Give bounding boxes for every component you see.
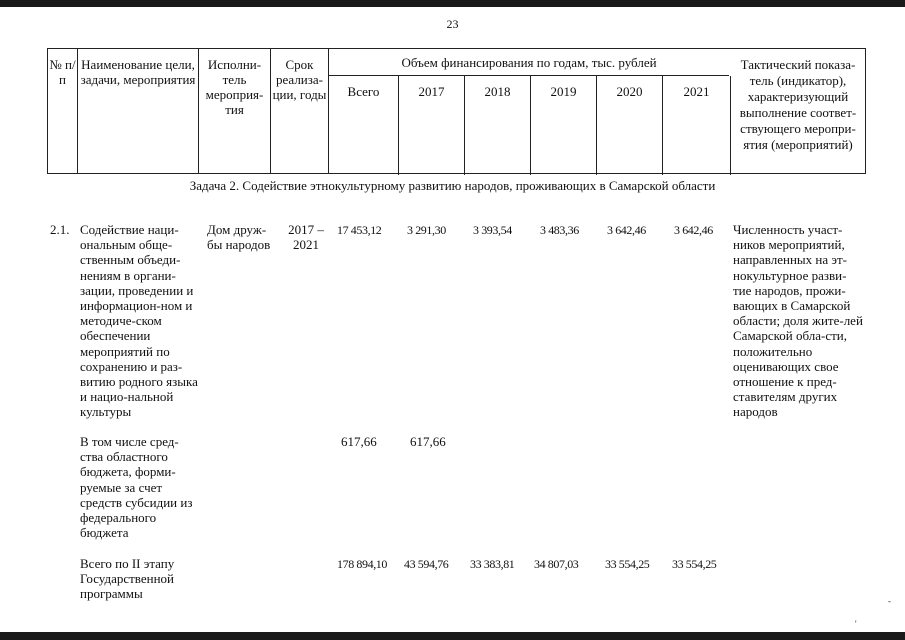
header-year-2018: 2018	[465, 76, 531, 175]
header-year-2017: 2017	[399, 76, 465, 175]
header-name-label: Наименование цели, задачи, мероприятия	[80, 57, 196, 87]
row1-2019: 3 483,36	[540, 223, 579, 237]
scan-speck: -	[888, 596, 891, 606]
row3-2017: 43 594,76	[404, 557, 449, 571]
header-term	[271, 49, 329, 173]
row1-executor: Дом друж-бы народов	[207, 222, 271, 253]
row3-2021: 33 554,25	[672, 557, 717, 571]
header-name	[78, 49, 199, 173]
row2-total: 617,66	[341, 434, 377, 449]
task-title: Задача 2. Содействие этнокультурному развитию народов, проживающих в Самарской области	[189, 178, 716, 193]
row1-name: Содействие наци-ональным обще-ственным объеди-нениям в органи-зации, проведении и информацион-ном и методиче-ском обеспечении мероприятий по сохранению и раз-витию родного языка и нацио-нальной культуры	[80, 222, 198, 420]
row1-term: 2017 – 2021	[288, 222, 324, 253]
page-number: 23	[446, 17, 459, 31]
scan-speck: '	[855, 619, 857, 629]
row1-2020: 3 642,46	[607, 223, 646, 237]
row2-2017: 617,66	[410, 434, 446, 449]
header-no-label: № п/п	[49, 57, 76, 87]
funding-title: Объем финансирования по годам, тыс. рублей	[329, 49, 729, 76]
header-year-2019: 2019	[531, 76, 597, 175]
header-term-label: Срок реализа-ции, годы	[272, 57, 327, 102]
top-border	[0, 0, 905, 7]
row1-2018: 3 393,54	[473, 223, 512, 237]
header-year-2020: 2020	[597, 76, 663, 175]
row1-2017: 3 291,30	[407, 223, 446, 237]
header-executor-label: Исполни-тель мероприя-тия	[205, 57, 264, 117]
header-year-2021: 2021	[663, 76, 731, 175]
row2-name: В том числе сред-ства областного бюджета, форми-руемые за счет средств субсидии из федерального бюджета	[80, 434, 193, 541]
bottom-border	[0, 632, 905, 640]
row1-2021: 3 642,46	[674, 223, 713, 237]
header-indicator: Тактический показа-тель (индикатор), характеризующий выполнение соответ-ствующего меропри-ятия (мероприятий)	[739, 57, 857, 152]
header-no	[48, 49, 78, 173]
header-executor	[199, 49, 271, 173]
row1-indicator: Численность участ-ников мероприятий, направленных на эт-нокультурное разви-тие народов, прожи-вающих в Самарской области; доля жите-лей Самарской обла-сти, положительно оценивающих свое отношение к пред-ставителям других народов	[733, 222, 863, 420]
row3-name: Всего по II этапу Государственной программы	[80, 556, 175, 602]
header-total: Всего	[329, 76, 399, 175]
row3-2020: 33 554,25	[605, 557, 650, 571]
row-number: 2.1.	[50, 222, 70, 237]
row3-total: 178 894,10	[337, 557, 388, 571]
row3-2019: 34 807,03	[534, 557, 579, 571]
row1-total: 17 453,12	[337, 223, 382, 237]
table-header	[47, 48, 866, 174]
row3-2018: 33 383,81	[470, 557, 515, 571]
